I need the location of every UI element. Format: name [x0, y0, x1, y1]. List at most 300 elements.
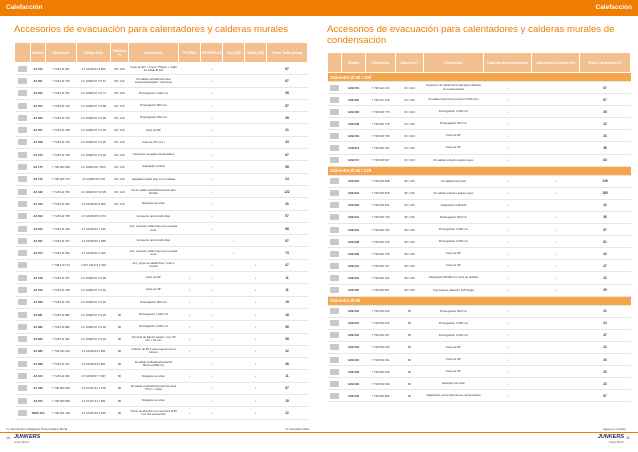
- product-image-icon: [330, 332, 339, 338]
- price-cell: 15: [267, 395, 308, 407]
- section-label: Diámetro Ø 60 / 100: [328, 73, 631, 82]
- product-thumbnail-cell: [15, 308, 31, 320]
- compatibility-mark: •: [245, 333, 267, 345]
- description-cell: Prolongación 1.000 mm: [424, 106, 484, 118]
- model-cell: AZB 941: [342, 211, 366, 223]
- column-header: Diámetro (*): [396, 53, 424, 73]
- table-row: [328, 187, 631, 199]
- compatibility-mark: [223, 395, 245, 407]
- price-cell: 28: [267, 112, 308, 124]
- compatibility-mark: [223, 345, 245, 357]
- reference-cell: 7 738 001 030: [366, 341, 396, 353]
- compatibility-mark: [223, 296, 245, 308]
- ean-cell: 4 047 416 0 8 2 394: [77, 259, 111, 271]
- price-cell: 185: [580, 187, 631, 199]
- price-cell: 18: [267, 308, 308, 320]
- celsius-pur-mark: [532, 130, 580, 142]
- diameter-cell: 80 / 125: [396, 211, 424, 223]
- product-thumbnail-cell: [328, 82, 342, 94]
- product-image-icon: [330, 109, 339, 115]
- reference-cell: 7 738 002 848: [366, 175, 396, 187]
- celsius-pur-mark: [532, 390, 580, 402]
- compatibility-mark: •: [201, 124, 223, 136]
- product-thumbnail-cell: [15, 333, 31, 345]
- table-row: [15, 259, 308, 271]
- model-cell: AZ 294: [31, 222, 46, 234]
- table-row: [15, 75, 308, 87]
- compatibility-mark: •: [245, 284, 267, 296]
- diameter-cell: [111, 272, 129, 284]
- model-cell: AZ 204: [31, 99, 46, 111]
- product-image-icon: [18, 238, 27, 244]
- description-cell: Manguito de unión: [129, 395, 179, 407]
- compatibility-mark: •: [245, 272, 267, 284]
- ean-cell: 4 0 10009 61 8 860: [77, 63, 111, 75]
- condensation-mark: •: [484, 224, 532, 236]
- reference-cell: 7 738 112 131: [366, 82, 396, 94]
- diameter-cell: 80 / 110: [111, 161, 129, 173]
- condensation-mark: •: [484, 260, 532, 272]
- price-cell: 20: [580, 353, 631, 365]
- product-image-icon: [330, 227, 339, 233]
- table-row: [15, 395, 308, 407]
- reference-cell: 7 738 001 035: [366, 366, 396, 378]
- description-cell: Codo de 45°: [424, 353, 484, 365]
- model-cell: AZB 916: [342, 175, 366, 187]
- condensation-accessories-table: [327, 52, 631, 402]
- model-cell: AZB 938: [342, 236, 366, 248]
- celsius-pur-mark: [532, 329, 580, 341]
- diameter-cell: 60 / 100: [396, 154, 424, 166]
- table-row: [15, 222, 308, 234]
- product-image-icon: [18, 348, 27, 354]
- compatibility-mark: •: [201, 382, 223, 394]
- compatibility-mark: •: [245, 321, 267, 333]
- table-row: [328, 224, 631, 236]
- ean-cell: 4 0 10009 97 4 8 95: [77, 112, 111, 124]
- price-cell: 11: [267, 284, 308, 296]
- product-image-icon: [18, 189, 27, 195]
- product-image-icon: [330, 344, 339, 350]
- product-image-icon: [18, 127, 27, 133]
- model-cell: AZ 282: [31, 321, 46, 333]
- celsius-pur-mark: •: [532, 260, 580, 272]
- product-image-icon: [330, 357, 339, 363]
- condensation-mark: •: [484, 106, 532, 118]
- product-thumbnail-cell: [15, 247, 31, 259]
- compatibility-mark: [245, 210, 267, 222]
- diameter-cell: 60 / 100: [396, 142, 424, 154]
- product-image-icon: [330, 251, 339, 257]
- compatibility-mark: •: [179, 345, 201, 357]
- ean-cell: 4 0 10009 97 4 2 18: [77, 124, 111, 136]
- compatibility-mark: [201, 247, 223, 259]
- celsius-pur-mark: [532, 366, 580, 378]
- model-cell: AZB 931: [342, 260, 366, 272]
- product-image-icon: [18, 275, 27, 281]
- junkers-logo: JUNKERS: [597, 434, 624, 440]
- product-thumbnail-cell: [328, 154, 342, 166]
- diameter-cell: 60 / 100: [396, 94, 424, 106]
- diameter-cell: 80 / 110: [111, 63, 129, 75]
- ean-cell: 4 0 47416 80 4 409: [77, 407, 111, 419]
- description-cell: Codo de 90°: [424, 341, 484, 353]
- table-row: [15, 87, 308, 99]
- diameter-cell: 60 / 100: [396, 106, 424, 118]
- diameter-cell: 60 / 100: [396, 82, 424, 94]
- model-cell: AZ 293: [31, 210, 46, 222]
- description-cell: Kit salida vertical/horizontal (terminal 75mm + tubo): [129, 382, 179, 394]
- product-image-icon: [18, 410, 27, 416]
- price-cell: 23: [580, 366, 631, 378]
- diameter-cell: 80: [111, 358, 129, 370]
- column-header: Referencia: [366, 53, 396, 73]
- description-cell: Adaptador vertical: [129, 161, 179, 173]
- product-image-icon: [18, 164, 27, 170]
- compatibility-mark: •: [201, 99, 223, 111]
- reference-cell: 7 738 111 767: [46, 272, 77, 284]
- diameter-cell: 80 / 125: [396, 248, 424, 260]
- compatibility-mark: •: [201, 395, 223, 407]
- page-title: Accesorios de evacuación para calentadores y calderas murales de condensación: [327, 24, 615, 46]
- reference-cell: 7 738 111 793: [46, 99, 77, 111]
- description-cell: Prolongación 250 mm: [129, 112, 179, 124]
- model-cell: AZB 022: [342, 329, 366, 341]
- reference-cell: 7 738 001 020: [366, 317, 396, 329]
- product-thumbnail-cell: [328, 305, 342, 317]
- product-thumbnail-cell: [15, 185, 31, 197]
- diameter-cell: 80 / 110: [111, 124, 129, 136]
- diameter-cell: 80: [396, 366, 424, 378]
- model-cell: AZ 202: [31, 87, 46, 99]
- table-row: [328, 154, 631, 166]
- description-cell: Collarín de 80 ø para sujeción de la tubería: [129, 345, 179, 357]
- model-cell: AZB 931: [342, 224, 366, 236]
- celsius-pur-mark: [532, 82, 580, 94]
- ean-cell: 4 0 10009 97 4 8 57: [77, 75, 111, 87]
- diameter-cell: 80: [111, 395, 129, 407]
- compatibility-mark: [223, 210, 245, 222]
- compatibility-mark: [179, 235, 201, 247]
- price-cell: 67: [580, 82, 631, 94]
- price-cell: 24: [267, 173, 308, 185]
- compatibility-mark: [223, 308, 245, 320]
- footer-bar: [0, 432, 319, 433]
- diameter-cell: 80 / 125: [396, 272, 424, 284]
- model-cell: AZ 100: [31, 63, 46, 75]
- compatibility-mark: [223, 185, 245, 197]
- condensation-mark: •: [484, 378, 532, 390]
- model-cell: AZB 934: [342, 272, 366, 284]
- reference-cell: 7 738 111 798: [46, 124, 77, 136]
- condensation-mark: •: [484, 366, 532, 378]
- product-image-icon: [330, 263, 339, 269]
- description-cell: Prolongación 500 mm: [424, 305, 484, 317]
- product-thumbnail-cell: [328, 187, 342, 199]
- model-cell: AZB 918: [342, 187, 366, 199]
- table-row: [15, 382, 308, 394]
- diameter-cell: 80 / 110: [111, 99, 129, 111]
- compatibility-mark: [223, 407, 245, 419]
- description-cell: Prolongación 1.000 mm: [129, 308, 179, 320]
- price-cell: 122: [267, 185, 308, 197]
- compatibility-mark: •: [201, 358, 223, 370]
- model-cell: AZ 224: [31, 395, 46, 407]
- condensation-mark: •: [484, 154, 532, 166]
- section-label: Calefacción: [6, 4, 43, 11]
- product-thumbnail-cell: [328, 366, 342, 378]
- compatibility-mark: [223, 112, 245, 124]
- product-thumbnail-cell: [328, 106, 342, 118]
- product-thumbnail-cell: [328, 175, 342, 187]
- description-cell: Adaptación 60/100 con toma de análisis: [424, 272, 484, 284]
- diameter-cell: 80 / 110: [111, 173, 129, 185]
- description-cell: Codo de 90°: [424, 248, 484, 260]
- reference-cell: 7 738 111 769: [46, 296, 77, 308]
- compatibility-mark: •: [201, 210, 223, 222]
- model-cell: AZ 270: [31, 149, 46, 161]
- compatibility-mark: •: [179, 321, 201, 333]
- table-row: [15, 63, 308, 75]
- model-cell: AZ 283: [31, 333, 46, 345]
- diameter-cell: 80: [396, 390, 424, 402]
- table-row: [328, 82, 631, 94]
- celsius-pur-mark: •: [532, 187, 580, 199]
- reference-cell: 7 738 111 768: [46, 284, 77, 296]
- reference-cell: 7 738 003 119: [46, 345, 77, 357]
- description-cell: Codo de 90° + Tramo 750mm + rejilla de salida Ø 110: [129, 63, 179, 75]
- continue-note: (*) Consultar tabla: [284, 427, 309, 431]
- table-row: [15, 284, 308, 296]
- product-thumbnail-cell: [15, 173, 31, 185]
- description-cell: Accesorio unión doble flujo: [129, 210, 179, 222]
- condensation-mark: •: [484, 199, 532, 211]
- diameter-cell: 80: [111, 370, 129, 382]
- diameter-cell: [111, 296, 129, 308]
- model-cell: AZ 201: [31, 75, 46, 87]
- ean-cell: 4 0 10009 63 9 861: [77, 358, 111, 370]
- description-cell: Prolongación 500 mm: [424, 118, 484, 130]
- compatibility-mark: [179, 149, 201, 161]
- diameter-cell: [111, 235, 129, 247]
- table-row: [15, 272, 308, 284]
- compatibility-mark: •: [245, 345, 267, 357]
- ean-cell: 4 0 10009 97 4 3 46: [77, 149, 111, 161]
- compatibility-mark: •: [201, 407, 223, 419]
- condensation-mark: •: [484, 142, 532, 154]
- compatibility-mark: •: [179, 272, 201, 284]
- celsius-pur-mark: [532, 305, 580, 317]
- product-image-icon: [18, 176, 27, 182]
- product-thumbnail-cell: [328, 211, 342, 223]
- table-row: [15, 173, 308, 185]
- model-cell: AZ 223: [31, 198, 46, 210]
- condensation-mark: •: [484, 390, 532, 402]
- product-image-icon: [330, 190, 339, 196]
- reference-cell: 7 738 002 765: [366, 236, 396, 248]
- column-header: Descripción: [424, 53, 484, 73]
- product-thumbnail-cell: [15, 296, 31, 308]
- model-cell: AZB 021: [342, 317, 366, 329]
- compatibility-mark: [201, 235, 223, 247]
- diameter-cell: 80: [111, 333, 129, 345]
- compatibility-mark: [179, 112, 201, 124]
- compatibility-mark: [179, 185, 201, 197]
- description-cell: Prolongación 1.000 mm: [424, 317, 484, 329]
- price-cell: 22: [580, 341, 631, 353]
- compatibility-mark: [179, 63, 201, 75]
- diameter-cell: 80 / 110: [111, 185, 129, 197]
- product-thumbnail-cell: [328, 142, 342, 154]
- description-cell: Prolongación 2.000 mm: [129, 321, 179, 333]
- product-image-icon: [18, 312, 27, 318]
- product-thumbnail-cell: [15, 99, 31, 111]
- celsius-pur-mark: •: [532, 211, 580, 223]
- price-cell: 84: [580, 154, 631, 166]
- reference-cell: 7 738 001 031: [366, 353, 396, 365]
- price-cell: 73: [267, 247, 308, 259]
- product-thumbnail-cell: [15, 272, 31, 284]
- product-thumbnail-cell: [15, 370, 31, 382]
- model-cell: AZB 604: [342, 82, 366, 94]
- compatibility-mark: •: [201, 173, 223, 185]
- continue-note: Sigue en revisión: [602, 427, 626, 431]
- compatibility-mark: [179, 99, 201, 111]
- compatibility-mark: [179, 395, 201, 407]
- reference-cell: 7 738 111 783: [46, 185, 77, 197]
- ean-cell: 4 0 10009 97 4 8 88: [77, 99, 111, 111]
- column-header: Precio Tarifa (euros): [267, 43, 308, 63]
- condensation-mark: •: [484, 175, 532, 187]
- compatibility-mark: •: [201, 321, 223, 333]
- price-cell: 67: [267, 63, 308, 75]
- diameter-cell: 80: [111, 321, 129, 333]
- price-cell: 57: [580, 390, 631, 402]
- description-cell: Manguito de unión: [424, 378, 484, 390]
- product-thumbnail-cell: [15, 284, 31, 296]
- column-header: Modelo: [342, 53, 366, 73]
- compatibility-mark: [179, 173, 201, 185]
- celsius-pur-mark: •: [532, 248, 580, 260]
- model-cell: AZB 024: [342, 353, 366, 365]
- price-cell: 28: [580, 106, 631, 118]
- compatibility-mark: •: [179, 370, 201, 382]
- description-cell: Adaptador doble flujo con 2 salidas: [129, 173, 179, 185]
- reference-cell: 7 738 002 781: [366, 142, 396, 154]
- compatibility-mark: [245, 136, 267, 148]
- diameter-cell: 80 / 125: [396, 284, 424, 296]
- product-thumbnail-cell: [328, 248, 342, 260]
- description-cell: Adaptación a 80/125: [424, 199, 484, 211]
- reference-cell: 7 738 001 027: [366, 329, 396, 341]
- description-cell: Codo de 90°: [129, 272, 179, 284]
- product-thumbnail-cell: [15, 382, 31, 394]
- product-image-icon: [18, 324, 27, 330]
- section-label: Diámetro Ø 80: [328, 296, 631, 305]
- price-cell: 57: [267, 382, 308, 394]
- compatibility-mark: •: [201, 149, 223, 161]
- table-row: [15, 124, 308, 136]
- description-cell: Terminal de fijación tejado / vert. 80 mm + 50 mm: [129, 333, 179, 345]
- product-image-icon: [18, 373, 27, 379]
- model-cell: AZ 207: [31, 124, 46, 136]
- product-image-icon: [330, 393, 339, 399]
- column-header: Calderas de condensación: [484, 53, 532, 73]
- reference-cell: 7 738 111 407: [46, 358, 77, 370]
- column-header: Calentadores Celsius Pur: [532, 53, 580, 73]
- compatibility-mark: [245, 124, 267, 136]
- price-cell: 22: [580, 272, 631, 284]
- product-thumbnail-cell: [328, 260, 342, 272]
- compatibility-mark: [245, 63, 267, 75]
- model-cell: AZB 028: [342, 366, 366, 378]
- reference-cell: 7 738 002 749: [366, 211, 396, 223]
- diameter-cell: 80: [111, 308, 129, 320]
- diameter-cell: 80: [111, 345, 129, 357]
- diameter-cell: 60 / 125: [396, 199, 424, 211]
- condensation-mark: •: [484, 82, 532, 94]
- compatibility-mark: [245, 149, 267, 161]
- description-cell: Prolongación 2.000 mm: [424, 236, 484, 248]
- description-cell: Prolongación 500 mm: [129, 296, 179, 308]
- description-cell: Teja soporte diámetro 125 Negra: [424, 284, 484, 296]
- compatibility-mark: •: [179, 333, 201, 345]
- price-cell: 38: [580, 142, 631, 154]
- table-row: [328, 390, 631, 402]
- compatibility-mark: •: [201, 370, 223, 382]
- diameter-cell: [111, 259, 129, 271]
- table-row: [15, 235, 308, 247]
- condensation-mark: •: [484, 353, 532, 365]
- product-image-icon: [18, 139, 27, 145]
- product-thumbnail-cell: [15, 87, 31, 99]
- reference-cell: 7 738 003 883: [46, 382, 77, 394]
- reference-cell: 7 738 111 493: [46, 222, 77, 234]
- model-cell: AZB 609: [342, 130, 366, 142]
- diameter-cell: 80 / 125: [396, 224, 424, 236]
- table-row: [328, 118, 631, 130]
- model-cell: AZB 023: [342, 341, 366, 353]
- product-thumbnail-cell: [15, 235, 31, 247]
- price-cell: 67: [580, 94, 631, 106]
- compatibility-mark: [245, 173, 267, 185]
- compatibility-mark: •: [201, 308, 223, 320]
- model-cell: AZB 606: [342, 106, 366, 118]
- compatibility-mark: •: [245, 296, 267, 308]
- table-row: [15, 321, 308, 333]
- table-row: [328, 341, 631, 353]
- table-row: [328, 130, 631, 142]
- compatibility-mark: •: [201, 296, 223, 308]
- price-cell: 42: [580, 248, 631, 260]
- reference-cell: 7 738 002 764: [366, 224, 396, 236]
- reference-cell: 7 738 001 129: [46, 407, 77, 419]
- description-cell: Codo de 45°: [129, 284, 179, 296]
- page-title: Accesorios de evacuación para calentadores y calderas murales: [14, 24, 289, 35]
- price-cell: 11: [267, 370, 308, 382]
- product-image-icon: [330, 275, 339, 281]
- product-image-icon: [18, 115, 27, 121]
- product-thumbnail-cell: [15, 136, 31, 148]
- compatibility-mark: •: [201, 63, 223, 75]
- price-cell: 11: [267, 272, 308, 284]
- diameter-cell: 80: [396, 341, 424, 353]
- product-thumbnail-cell: [328, 199, 342, 211]
- diameter-cell: 80: [111, 382, 129, 394]
- diameter-cell: [111, 222, 129, 234]
- compatibility-mark: [223, 198, 245, 210]
- product-image-icon: [330, 381, 339, 387]
